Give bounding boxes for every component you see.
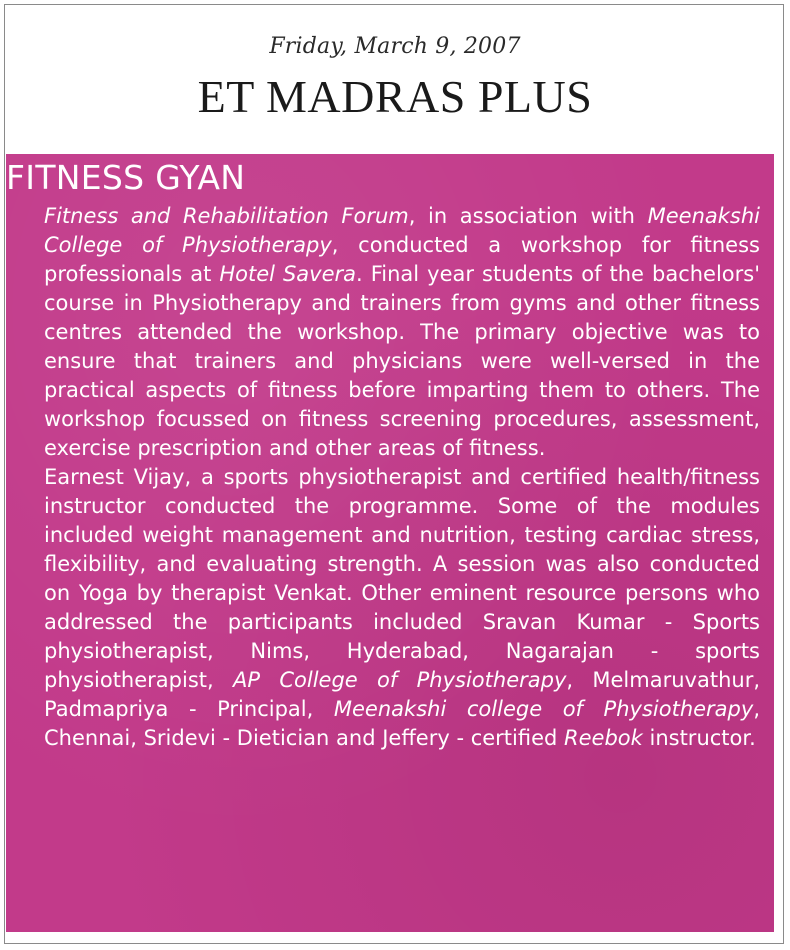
p2-text-1: Earnest Vijay, a sports physiotherapist and certified health/fitness instructor conducted the programme. Some of the modules included weight management and nutrition, testing cardiac stress, flexibility, and evaluating strength. A session was also conducted on Yoga by therapist Venkat. Other eminent resource persons who addressed the participants included Sravan Kumar - Sports physiotherapist, Nims, Hyderabad, Nagarajan - sports physiotherapist, (44, 465, 760, 692)
p2-text-4: instructor. (642, 726, 756, 750)
article-body (44, 202, 760, 753)
paragraph-1 (44, 202, 760, 463)
college-name: Meenakshi College of Physiotherapy (44, 204, 760, 257)
p1-text-3: . Final year students of the bachelors' course in Physiotherapy and trainers from gyms and other fitness centres attended the workshop. The primary objective was to ensure that trainers and physicians were well-versed in the practical aspects of fitness before imparting them to others. The workshop focussed on fitness screening procedures, assessment, exercise prescription and other areas of fitness. (44, 262, 760, 460)
p1-text-1: , in association with (408, 204, 648, 228)
org-name: Fitness and Rehabilitation Forum (44, 204, 409, 228)
hotel-name: Hotel Savera (219, 262, 357, 286)
p2-text-2: , Melmaruvathur, Padmapriya - Principal, (44, 668, 760, 721)
p1-text-2: , conducted a workshop for fitness professionals at (44, 233, 760, 286)
article-heading: FITNESS GYAN (6, 158, 246, 197)
p2-text-3: , Chennai, Sridevi - Dietician and Jeffery - certified (44, 697, 760, 750)
paragraph-2 (44, 463, 760, 753)
dateline: Friday, March 9, 2007 (269, 34, 521, 59)
meenakshi-college-name: Meenakshi college of Physiotherapy (333, 697, 754, 721)
brand-name: Reebok (564, 726, 643, 750)
publication-title: ET MADRAS PLUS (197, 71, 593, 122)
ap-college-name: AP College of Physiotherapy (233, 668, 567, 692)
